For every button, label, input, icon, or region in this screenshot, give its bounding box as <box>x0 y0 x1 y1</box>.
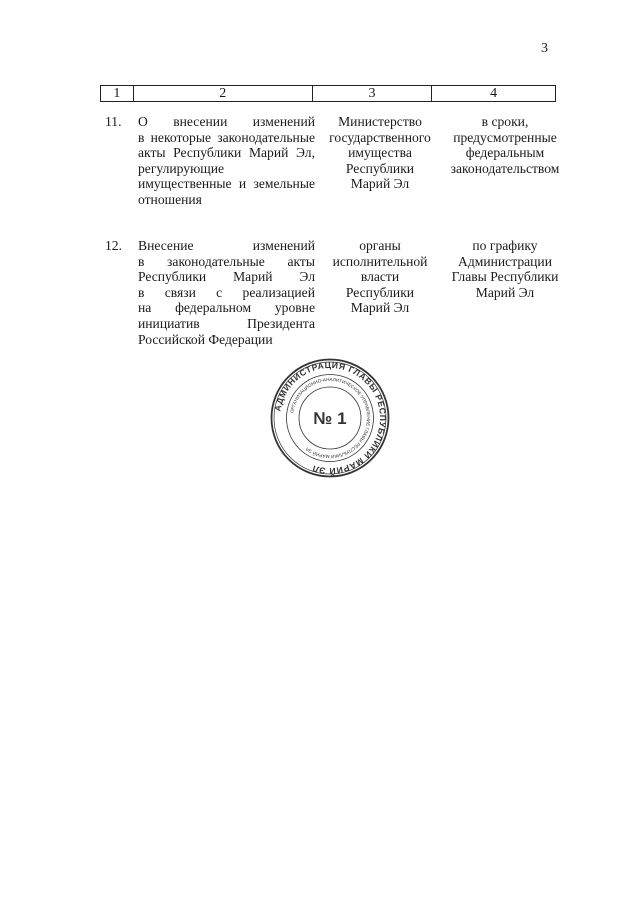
row-responsible-line: власти <box>360 269 400 285</box>
column-header-1: 1 <box>101 86 134 102</box>
row-responsible-line: органы <box>359 238 401 253</box>
row-title-line: имущественные и земельные <box>138 176 315 192</box>
row-responsible-line: исполнительной <box>332 253 428 269</box>
column-header-3: 3 <box>312 86 432 102</box>
row-deadline-line: федеральным <box>465 145 545 161</box>
row-title-line: О внесении изменений <box>138 114 315 129</box>
row-title-line: в связи с реализацией <box>138 284 315 300</box>
row-title-line: в законодательные акты <box>138 253 315 269</box>
row-title-line: Российской Федерации <box>138 331 273 347</box>
row-title <box>138 238 315 347</box>
row-title-line: инициатив Президента <box>138 315 315 331</box>
row-responsible-line: Республики <box>345 284 415 300</box>
column-header-2: 2 <box>133 86 312 102</box>
row-deadline <box>444 114 566 176</box>
row-deadline-line: Марий Эл <box>475 284 535 300</box>
row-responsible-line: Марий Эл <box>350 176 410 192</box>
row-responsible-line: Марий Эл <box>350 300 410 316</box>
row-deadline-line: Администрации <box>458 253 552 269</box>
row-title <box>138 114 315 208</box>
row-number: 12. <box>105 238 122 253</box>
row-deadline <box>444 238 566 300</box>
row-deadline-line: по графику <box>472 238 538 253</box>
row-title-line: отношения <box>138 191 202 207</box>
row-title-line: на федеральном уровне <box>138 300 315 316</box>
stamp-outer-text: АДМИНИСТРАЦИЯ ГЛАВЫ РЕСПУБЛИКИ МАРИЙ ЭЛ <box>272 359 389 477</box>
row-responsible <box>322 114 438 192</box>
page-number: 3 <box>541 41 548 56</box>
row-responsible-line: Республики <box>345 160 415 176</box>
row-title-line: регулирующие <box>138 160 225 176</box>
official-stamp <box>270 358 390 478</box>
row-title-line: Республики Марий Эл <box>138 269 315 285</box>
stamp-center-text: № 1 <box>313 409 347 428</box>
row-responsible <box>322 238 438 316</box>
stamp-inner-text: ОРГАНИЗАЦИОННО-АНАЛИТИЧЕСКОЕ УПРАВЛЕНИЕ ГЛАВЫ РЕСПУБЛИКИ МАРИЙ ЭЛ <box>289 376 372 460</box>
row-deadline-line: Главы Республики <box>451 269 559 285</box>
row-responsible-line: государственного <box>329 129 431 145</box>
column-header-4: 4 <box>432 86 556 102</box>
row-number: 11. <box>105 114 122 129</box>
row-title-line: акты Республики Марий Эл, <box>138 145 315 161</box>
row-deadline-line: предусмотренные <box>453 129 557 145</box>
row-deadline-line: в сроки, <box>481 114 529 129</box>
column-header-table <box>100 85 556 102</box>
row-deadline-line: законодательством <box>450 160 560 176</box>
row-responsible-line: имущества <box>348 145 412 161</box>
row-title-line: Внесение изменений <box>138 238 315 253</box>
row-title-line: в некоторые законодательные <box>138 129 315 145</box>
row-responsible-line: Министерство <box>338 114 422 129</box>
